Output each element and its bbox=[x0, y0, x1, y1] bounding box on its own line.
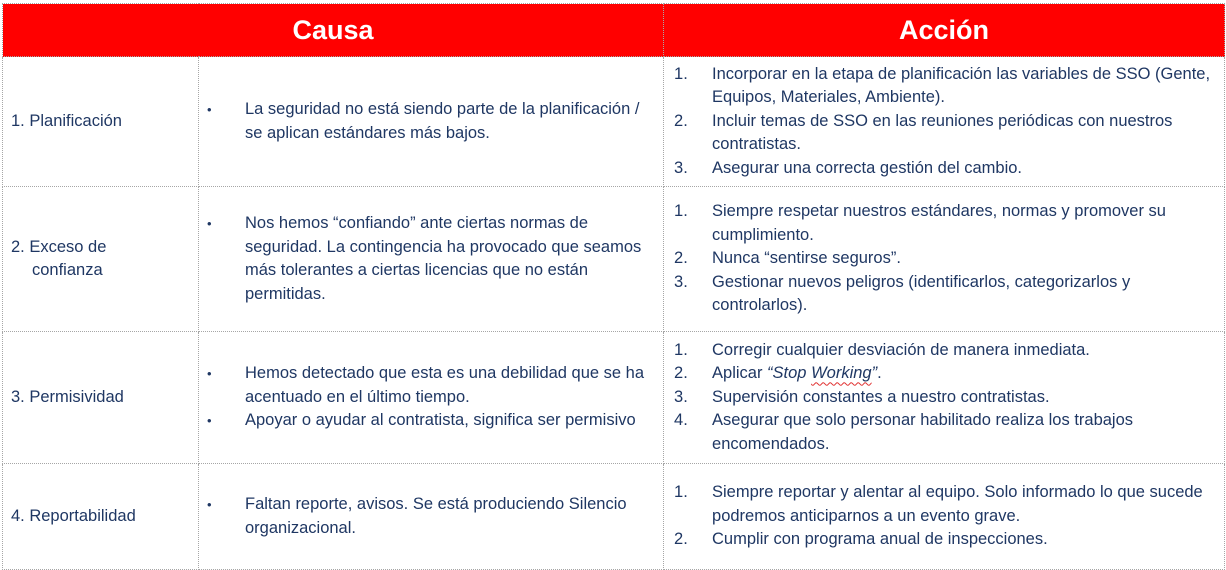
header-causa: Causa bbox=[3, 4, 664, 57]
action-item: 1. Corregir cualquier desviación de manera inmediata. bbox=[674, 340, 1090, 359]
table-row bbox=[3, 57, 1225, 187]
table-row bbox=[3, 464, 1225, 570]
action-item: 1. Siempre reportar y alentar al equipo. Solo informado lo que sucede podremos anticiparnos a un evento grave. bbox=[674, 483, 1203, 525]
action-list bbox=[664, 63, 1224, 181]
cause-list bbox=[199, 493, 663, 540]
table-row bbox=[3, 187, 1225, 332]
action-item: 2. Incluir temas de SSO en las reuniones periódicas con nuestros contratistas. bbox=[674, 111, 1173, 154]
category-label: 3. Permisividad bbox=[11, 387, 124, 406]
cause-cell bbox=[199, 187, 664, 332]
action-item: 1. Siempre respetar nuestros estándares, normas y promover su cumplimiento. bbox=[674, 202, 1166, 244]
category-label: 2. Exceso de confianza bbox=[11, 237, 107, 279]
category-cell bbox=[3, 57, 199, 187]
action-list bbox=[664, 200, 1224, 318]
category-cell bbox=[3, 187, 199, 332]
category-label: 1. Planificación bbox=[11, 111, 122, 130]
header-row bbox=[3, 4, 1225, 57]
action-item: 3. Gestionar nuevos peligros (identificarlos, categorizarlos y controlarlos). bbox=[674, 272, 1131, 315]
bullet-icon: • bbox=[207, 102, 212, 117]
bullet-icon: • bbox=[207, 366, 212, 382]
action-list bbox=[664, 481, 1224, 552]
category-cell bbox=[3, 464, 199, 570]
header-accion: Acción bbox=[664, 4, 1225, 57]
cause-item: • Apoyar o ayudar al contratista, significa ser permisivo bbox=[199, 409, 663, 433]
action-item: 3. Asegurar una correcta gestión del cambio. bbox=[674, 158, 1023, 177]
cause-list bbox=[199, 362, 663, 433]
cause-cell bbox=[199, 332, 664, 464]
cause-list bbox=[199, 98, 663, 145]
cause-item: • Nos hemos “confiando” ante ciertas normas de seguridad. La contingencia ha provocado que seamos más tolerantes a ciertas licencias que no están permitidas. bbox=[207, 214, 642, 303]
action-list bbox=[664, 339, 1224, 457]
cause-cell bbox=[199, 464, 664, 570]
category-label: 4. Reportabilidad bbox=[11, 506, 136, 525]
action-item: 2. Nunca “sentirse seguros”. bbox=[674, 249, 901, 268]
table-row bbox=[3, 332, 1225, 464]
cause-cell bbox=[199, 57, 664, 187]
bullet-icon: • bbox=[207, 497, 212, 512]
cause-action-table bbox=[2, 3, 1225, 570]
action-item: 1. Incorporar en la etapa de planificación las variables de SSO (Gente, Equipos, Materiales, Ambiente). bbox=[674, 64, 1211, 107]
action-item: 2. Aplicar “Stop Working”. bbox=[674, 364, 882, 383]
action-cell bbox=[664, 187, 1225, 332]
cause-item: • La seguridad no está siendo parte de la planificación / se aplican estándares más bajos. bbox=[207, 100, 640, 142]
cause-item: • Hemos detectado que esta es una debilidad que se ha acentuado en el último tiempo. bbox=[207, 364, 645, 406]
action-cell bbox=[664, 57, 1225, 187]
action-item: 2. Cumplir con programa anual de inspecciones. bbox=[674, 530, 1048, 549]
bullet-icon: • bbox=[207, 413, 212, 429]
bullet-icon: • bbox=[207, 216, 212, 231]
action-cell bbox=[664, 464, 1225, 570]
cause-list bbox=[199, 212, 663, 306]
action-item: 3. Supervisión constantes a nuestro contratistas. bbox=[674, 387, 1050, 406]
action-cell bbox=[664, 332, 1225, 464]
cause-item: • Faltan reporte, avisos. Se está produciendo Silencio organizacional. bbox=[207, 495, 627, 537]
category-cell bbox=[3, 332, 199, 464]
action-item: 4. Asegurar que solo personar habilitado realiza los trabajos encomendados. bbox=[674, 411, 1134, 453]
